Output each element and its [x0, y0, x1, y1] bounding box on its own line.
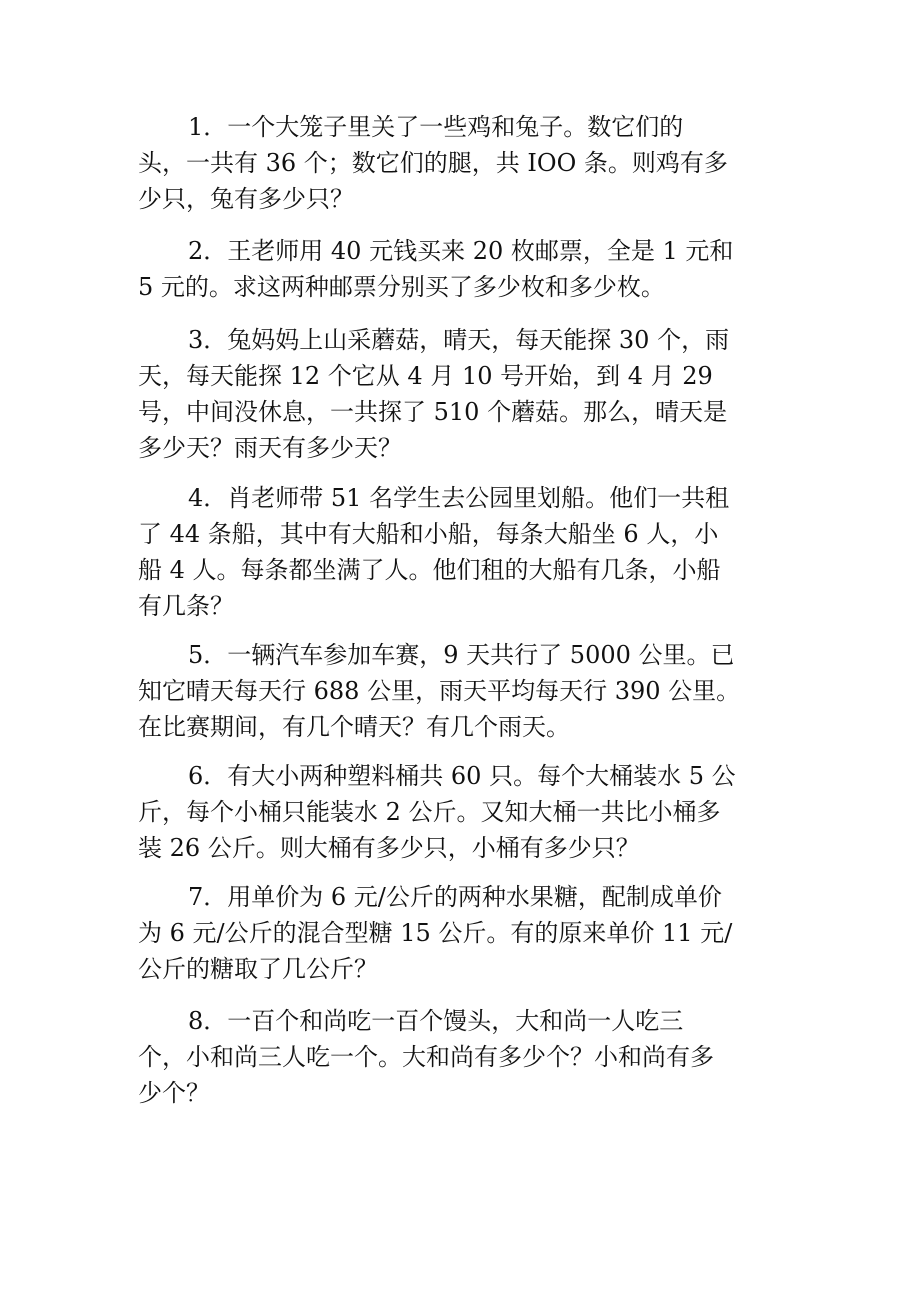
problem-line: 了 44 条船，其中有大船和小船，每条大船坐 6 人，小 [138, 520, 719, 548]
problem-line: 为 6 元/公斤的混合型糖 15 公斤。有的原来单价 11 元/ [138, 919, 733, 947]
problem-line: 装 26 公斤。则大桶有多少只，小桶有多少只？ [138, 834, 640, 862]
problem-line: 有几条？ [138, 592, 234, 620]
problem-line: 个，小和尚三人吃一个。大和尚有多少个？小和尚有多 [138, 1043, 714, 1071]
problem-7 [138, 879, 778, 987]
problem-line: 在比赛期间，有几个晴天？有几个雨天。 [138, 713, 570, 741]
problem-line: 8．一百个和尚吃一百个馒头，大和尚一人吃三 [188, 1007, 684, 1035]
problem-line: 船 4 人。每条都坐满了人。他们租的大船有几条，小船 [138, 556, 721, 584]
problem-line: 头，一共有 36 个；数它们的腿，共 IOO 条。则鸡有多 [138, 149, 728, 177]
problem-line: 少个？ [138, 1079, 210, 1107]
problem-5 [138, 637, 778, 745]
problem-line: 1．一个大笼子里关了一些鸡和兔子。数它们的 [188, 113, 684, 141]
problem-line: 斤，每个小桶只能装水 2 公斤。又知大桶一共比小桶多 [138, 798, 721, 826]
problem-line: 5 元的。求这两种邮票分别买了多少枚和多少枚。 [138, 273, 665, 301]
problem-4 [138, 480, 778, 624]
problem-line: 2．王老师用 40 元钱买来 20 枚邮票，全是 1 元和 [188, 237, 734, 265]
problem-line: 7．用单价为 6 元/公斤的两种水果糖，配制成单价 [188, 883, 722, 911]
problem-3 [138, 322, 778, 466]
problem-line: 知它晴天每天行 688 公里，雨天平均每天行 390 公里。 [138, 677, 741, 705]
problem-line: 5．一辆汽车参加车赛，9 天共行了 5000 公里。已 [188, 641, 735, 669]
problem-line: 天，每天能探 12 个它从 4 月 10 号开始，到 4 月 29 [138, 362, 713, 390]
problem-line: 4．肖老师带 51 名学生去公园里划船。他们一共租 [188, 484, 730, 512]
problem-line: 号，中间没休息，一共探了 510 个蘑菇。那么，晴天是 [138, 398, 728, 426]
problem-line: 3．兔妈妈上山采蘑菇，晴天，每天能探 30 个，雨 [188, 326, 730, 354]
problem-line: 少只，兔有多少只？ [138, 185, 354, 213]
problem-8 [138, 1003, 778, 1111]
problem-line: 公斤的糖取了几公斤？ [138, 955, 378, 983]
problem-2 [138, 233, 778, 305]
problem-1 [138, 109, 778, 217]
problem-line: 多少天？雨天有多少天？ [138, 434, 402, 462]
problem-6 [138, 758, 778, 866]
problem-line: 6．有大小两种塑料桶共 60 只。每个大桶装水 5 公 [188, 762, 736, 790]
